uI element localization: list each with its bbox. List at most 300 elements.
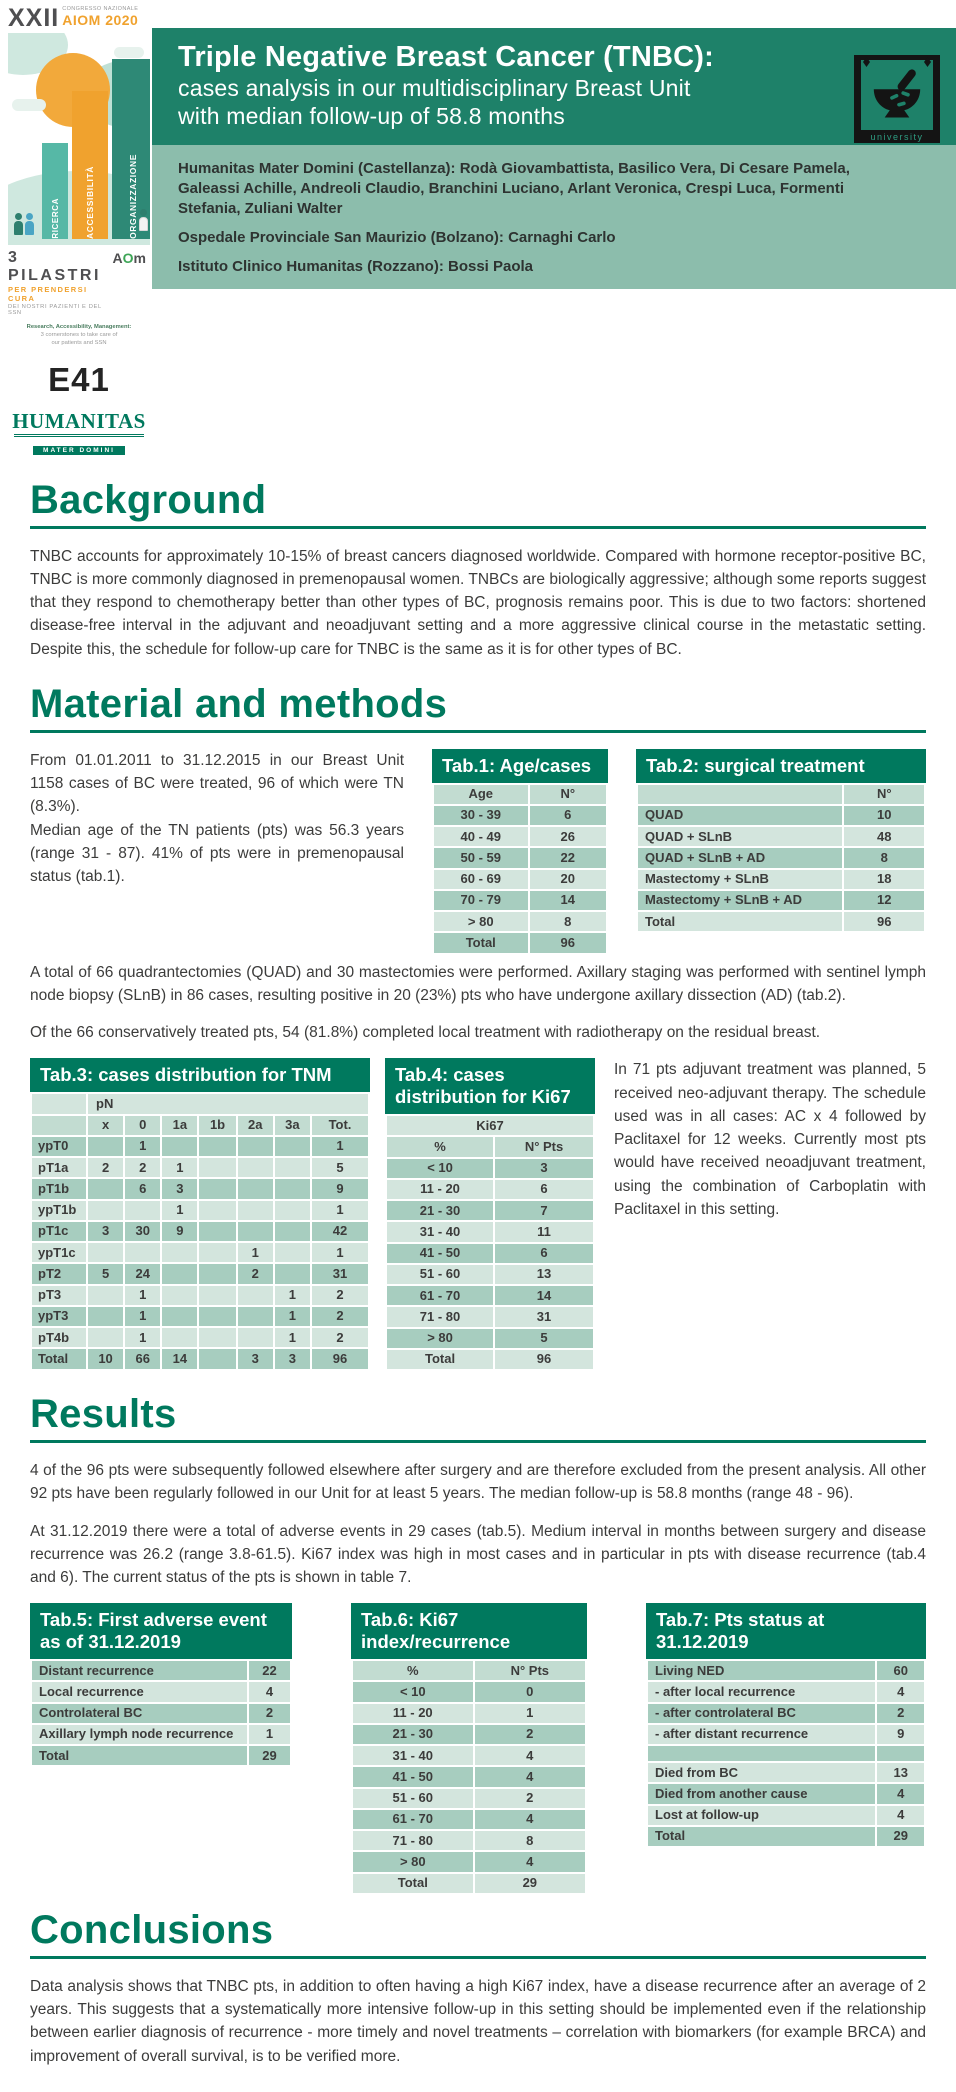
table-cell: > 80 (353, 1852, 473, 1871)
table-cell: 6 (125, 1179, 160, 1198)
table-cell: 61 - 70 (353, 1810, 473, 1829)
table-cell: 11 - 20 (353, 1704, 473, 1723)
table-cell (88, 1307, 123, 1326)
tab2-title: Tab.2: surgical treatment (636, 749, 926, 783)
people-figures (25, 213, 34, 235)
mortar-pestle-icon (868, 67, 926, 123)
table-cell: 8 (844, 848, 924, 867)
table-cell: Total (648, 1827, 875, 1846)
table-cell (238, 1286, 273, 1305)
table-cell: 3 (88, 1222, 123, 1241)
table-cell (199, 1328, 235, 1347)
table-cell: 29 (249, 1746, 290, 1765)
table-cell (162, 1286, 197, 1305)
table-cell: 24 (125, 1264, 160, 1283)
pillars-title: 3 PILASTRI (8, 249, 101, 284)
table-row (353, 1789, 585, 1808)
tab5-title: Tab.5: First adverse event as of 31.12.2019 (30, 1603, 292, 1659)
table-cell: 1 (312, 1243, 368, 1262)
table-cell: 1 (249, 1725, 290, 1744)
footnote-line: our patients and SSN (51, 339, 107, 346)
table-header-cell: 2a (238, 1116, 273, 1135)
table-cell: 3 (162, 1179, 197, 1198)
table-cell: 1 (125, 1328, 160, 1347)
table-cell: Controlateral BC (32, 1704, 247, 1723)
table-cell (125, 1201, 160, 1220)
table-cell: 2 (88, 1158, 123, 1177)
table-cell (199, 1286, 235, 1305)
table-header-cell: 3a (275, 1116, 310, 1135)
table-cell: 1 (125, 1286, 160, 1305)
table-cell: 5 (312, 1158, 368, 1177)
table-cell: Mastectomy + SLnB (638, 870, 842, 889)
table-cell: 60 - 69 (434, 870, 528, 889)
table-row (648, 1806, 924, 1825)
table-header-cell: N° Pts (495, 1137, 593, 1156)
table-row (648, 1827, 924, 1846)
table-cell: 41 - 50 (387, 1244, 493, 1263)
table-cell (199, 1222, 235, 1241)
table-cell: > 80 (434, 912, 528, 931)
table-cell: 1 (162, 1158, 197, 1177)
pillar-label: ORGANIZZAZIONE (128, 154, 138, 239)
table-header-cell: 1b (199, 1116, 235, 1135)
table-cell: 9 (877, 1725, 924, 1744)
table-cell (199, 1243, 235, 1262)
tab1-table (432, 783, 608, 955)
table-cell: 2 (249, 1704, 290, 1723)
table-cell: 4 (877, 1806, 924, 1825)
table-cell: Total (638, 912, 842, 931)
table-cell: 71 - 80 (387, 1307, 493, 1326)
university-logo (854, 55, 940, 143)
table-cell: 7 (495, 1201, 593, 1220)
table-cell: 14 (530, 891, 607, 910)
table-cell: 31 - 40 (353, 1746, 473, 1765)
table-tab6 (351, 1603, 587, 1894)
table-cell: 20 (530, 870, 607, 889)
table-cell: 1 (475, 1704, 585, 1723)
table-cell: 8 (530, 912, 607, 931)
table-row (32, 1264, 368, 1283)
three-pillars-illustration (8, 33, 150, 245)
table-cell: 1 (312, 1137, 368, 1156)
title-banner (152, 28, 956, 145)
pillars-footnote (8, 324, 150, 347)
table-cell: 41 - 50 (353, 1767, 473, 1786)
cloud-shape (114, 47, 144, 58)
cloud-shape (12, 99, 46, 111)
table-cell: pT1a (32, 1158, 86, 1177)
table-cell: 61 - 70 (387, 1286, 493, 1305)
pillars-subtitle2: DEI NOSTRI PAZIENTI E DEL SSN (8, 304, 102, 317)
table-cell: 22 (249, 1661, 290, 1680)
table-cell: Total (32, 1349, 86, 1368)
methods-paragraph-1: From 01.01.2011 to 31.12.2015 in our Breast Unit 1158 cases of BC were treated, 96 of which were TN (8.3%). (30, 751, 404, 816)
affiliation-line: Humanitas Mater Domini (Castellanza): Rodà Giovambattista, Basilico Vera, Di Cesare Pamela, Galeassi Achille, Andreoli Claudio, Branchini Luciano, Arlant Veronica, Crespi Luca, Formenti Stefania, Zuliani Walter (178, 160, 850, 218)
table-cell: 2 (475, 1725, 585, 1744)
table-cell (275, 1137, 310, 1156)
table-row (32, 1661, 290, 1680)
university-label: university (870, 132, 924, 142)
table-cell: Lost at follow-up (648, 1806, 875, 1825)
table-cell: 3 (238, 1349, 273, 1368)
table-cell: 1 (238, 1243, 273, 1262)
tab3-table (30, 1092, 370, 1370)
table-row (638, 870, 924, 889)
table-row (638, 848, 924, 867)
table-cell: 96 (530, 933, 607, 952)
tab4-table (385, 1114, 595, 1371)
section-rule (30, 1440, 926, 1443)
table-row (32, 1179, 368, 1198)
table-cell (88, 1243, 123, 1262)
table-header-cell (32, 1116, 86, 1135)
tab3-title: Tab.3: cases distribution for TNM (30, 1058, 370, 1092)
table-cell (199, 1264, 235, 1283)
table-row (387, 1201, 593, 1220)
table-cell (275, 1201, 310, 1220)
table-cell: pT1c (32, 1222, 86, 1241)
table-cell: 8 (475, 1831, 585, 1850)
table-tab3 (30, 1058, 370, 1371)
table-cell: 2 (125, 1158, 160, 1177)
table-cell: 6 (495, 1244, 593, 1263)
table-header-row (32, 1116, 368, 1135)
table-cell: 30 (125, 1222, 160, 1241)
table-row (638, 891, 924, 910)
table-row (387, 1350, 593, 1369)
table-row (387, 1286, 593, 1305)
table-cell: Local recurrence (32, 1682, 247, 1701)
table-cell: 2 (238, 1264, 273, 1283)
table-row (353, 1874, 585, 1893)
table-tab4 (385, 1058, 595, 1371)
table-header-row (353, 1661, 585, 1680)
table-cell: 2 (475, 1789, 585, 1808)
table-cell: 22 (530, 848, 607, 867)
conclusions-text: Data analysis shows that TNBC pts, in addition to often having a high Ki67 index, have a disease recurrence after an average of 2 years. This suggests that a systematically more intensive follow-up in this setting should be implemented even if the relationship between earlier diagnosis of recurrence - more timely and novel treatments – correlation with biomarkers (for example BRCA) and improvement of overall survival, is to be verified more. (30, 1977, 926, 2065)
table-cell: 13 (495, 1265, 593, 1284)
table-header-cell (638, 785, 842, 804)
table-cell: ypT1c (32, 1243, 86, 1262)
table-row (32, 1307, 368, 1326)
table-cell: 4 (475, 1852, 585, 1871)
affiliations-block (152, 145, 956, 289)
table-cell: 42 (312, 1222, 368, 1241)
table-cell: pT3 (32, 1286, 86, 1305)
table-cell: pT4b (32, 1328, 86, 1347)
table-cell: 1 (125, 1137, 160, 1156)
table-cell: 9 (312, 1179, 368, 1198)
table-row (32, 1201, 368, 1220)
table-header-cell: N° (844, 785, 924, 804)
table-cell: 40 - 49 (434, 827, 528, 846)
table-cell (125, 1243, 160, 1262)
table-cell: 29 (877, 1827, 924, 1846)
table-cell: 5 (495, 1329, 593, 1348)
table-cell: 18 (844, 870, 924, 889)
aiom-mini-logo: AOm (112, 250, 146, 266)
table-cell (238, 1328, 273, 1347)
table-row (353, 1852, 585, 1871)
footnote-line: 3 cornerstones to take care of (40, 332, 118, 338)
table-row (353, 1810, 585, 1829)
table-row (434, 891, 606, 910)
table-cell: 1 (275, 1307, 310, 1326)
table-cell: QUAD (638, 806, 842, 825)
adjuvant-text: In 71 pts adjuvant treatment was planned, 5 received neo-adjuvant therapy. The schedule used was in all cases: AC x 4 followed by Paclitaxel for 12 weeks. Currently most pts would have received neoadjuvant treatment, using the combination of Carboplatin with Paclitaxel in this setting. (614, 1061, 926, 1218)
tab7-title: Tab.7: Pts status at 31.12.2019 (646, 1603, 926, 1659)
table-cell (162, 1264, 197, 1283)
pillar-label: ACCESSIBILITÀ (85, 166, 95, 239)
diamond-icon (863, 57, 870, 67)
table-row (434, 870, 606, 889)
table-row (353, 1746, 585, 1765)
methods-paragraph-2: Median age of the TN patients (pts) was 56.3 years (range 31 - 87). 41% of pts were in premenopausal status (tab.1). (30, 821, 404, 886)
table-row (434, 848, 606, 867)
table-cell: Total (387, 1350, 493, 1369)
table-cell: Living NED (648, 1661, 875, 1680)
table-row (32, 1286, 368, 1305)
table-row (648, 1682, 924, 1701)
table-tab7 (646, 1603, 926, 1894)
aiom-2020-label: AIOM 2020 (62, 11, 139, 28)
table-cell: 50 - 59 (434, 848, 528, 867)
table-cell: 11 - 20 (387, 1180, 493, 1199)
table-row (387, 1329, 593, 1348)
table-cell: 12 (844, 891, 924, 910)
table-cell: 10 (88, 1349, 123, 1368)
table-cell: 10 (844, 806, 924, 825)
table-header-cell: x (88, 1116, 123, 1135)
people-figures (139, 209, 148, 231)
tab5-table (30, 1659, 292, 1767)
table-cell: - after controlateral BC (648, 1704, 875, 1723)
table-cell: - after local recurrence (648, 1682, 875, 1701)
table-row (648, 1725, 924, 1744)
table-cell: 31 - 40 (387, 1222, 493, 1241)
table-header-row (638, 785, 924, 804)
tab1-title: Tab.1: Age/cases (432, 749, 608, 783)
table-cell (238, 1201, 273, 1220)
table-row (32, 1222, 368, 1241)
table-tab1 (432, 749, 608, 955)
table-cell: Died from another cause (648, 1784, 875, 1803)
table-header-cell: % (387, 1137, 493, 1156)
table-cell: 3 (275, 1349, 310, 1368)
table-cell: 4 (249, 1682, 290, 1701)
table-cell: Mastectomy + SLnB + AD (638, 891, 842, 910)
table-cell (238, 1137, 273, 1156)
table-cell (275, 1264, 310, 1283)
three-pillars-caption (8, 249, 150, 316)
table-cell (238, 1179, 273, 1198)
table-row (638, 827, 924, 846)
table-cell: 4 (475, 1810, 585, 1829)
table-cell: Total (32, 1746, 247, 1765)
table-row (353, 1831, 585, 1850)
pillar-bar-ricerca (42, 143, 68, 239)
table-cell: 2 (312, 1286, 368, 1305)
poster-subtitle-1: cases analysis in our multidisciplinary Breast Unit (178, 75, 691, 102)
table-cell: 1 (275, 1328, 310, 1347)
table-cell: 30 - 39 (434, 806, 528, 825)
pillar-bar-accessibilita (72, 91, 108, 239)
table-cell: Died from BC (648, 1763, 875, 1782)
table-row (638, 912, 924, 931)
table-header-cell: N° Pts (475, 1661, 585, 1680)
table-cell: 21 - 30 (387, 1201, 493, 1220)
table-cell (88, 1328, 123, 1347)
table-cell (877, 1746, 924, 1761)
table-cell: Distant recurrence (32, 1661, 247, 1680)
aiom-congress-logo (8, 6, 150, 31)
table-cell: ypT0 (32, 1137, 86, 1156)
table-header-row (434, 785, 606, 804)
table-cell: 14 (495, 1286, 593, 1305)
results-heading: Results (30, 1392, 177, 1437)
table-cell: pT1b (32, 1179, 86, 1198)
table-cell: 48 (844, 827, 924, 846)
table-cell: 9 (162, 1222, 197, 1241)
table-cell: 1 (125, 1307, 160, 1326)
table-row (353, 1682, 585, 1701)
table-cell: 14 (162, 1349, 197, 1368)
pillar-label: RICERCA (50, 198, 60, 239)
table-cell (648, 1746, 875, 1761)
results-paragraph-1: 4 of the 96 pts were subsequently followed elsewhere after surgery and are therefore excluded from the present analysis. All other 92 pts have been regularly followed in our Unit for at least 5 years. The median follow-up is 58.8 months (range 48 - 96). (30, 1462, 926, 1503)
table-cell: Total (434, 933, 528, 952)
table-cell: 1 (162, 1201, 197, 1220)
table-cell (275, 1243, 310, 1262)
table-header-row (387, 1137, 593, 1156)
table-cell: 0 (475, 1682, 585, 1701)
table-tab5 (30, 1603, 292, 1894)
table-cell: 71 - 80 (353, 1831, 473, 1850)
background-heading: Background (30, 477, 267, 522)
table-row (387, 1307, 593, 1326)
table-cell (275, 1179, 310, 1198)
table-cell: pT2 (32, 1264, 86, 1283)
table-row (32, 1682, 290, 1701)
poster-subtitle-2: with median follow-up of 58.8 months (178, 103, 565, 130)
table-row (434, 827, 606, 846)
table-row (387, 1244, 593, 1263)
table-cell (88, 1137, 123, 1156)
table-row (648, 1746, 924, 1761)
affiliation-line: Ospedale Provinciale San Maurizio (Bolzano): Carnaghi Carlo (178, 228, 616, 246)
table-cell: 51 - 60 (353, 1789, 473, 1808)
table-cell: 66 (125, 1349, 160, 1368)
table-cell: 70 - 79 (434, 891, 528, 910)
table-cell: 2 (877, 1704, 924, 1723)
table-cell: 1 (275, 1286, 310, 1305)
table-cell: 96 (495, 1350, 593, 1369)
methods-after-tables-1: A total of 66 quadrantectomies (QUAD) and 30 mastectomies were performed. Axillary staging was performed with sentinel lymph node biopsy (SLnB) in 86 cases, resulting positive in 20 (23%) pts who have undergone axillary dissection (AD) (tab.2). (30, 963, 926, 1004)
table-cell (162, 1243, 197, 1262)
table-header-cell: Age (434, 785, 528, 804)
table-row (32, 1746, 290, 1765)
table-cell (199, 1201, 235, 1220)
table-cell (238, 1222, 273, 1241)
table-cell: 51 - 60 (387, 1265, 493, 1284)
affiliation-line: Istituto Clinico Humanitas (Rozzano): Bossi Paola (178, 257, 534, 275)
table-cell: 13 (877, 1763, 924, 1782)
table-cell: QUAD + SLnB (638, 827, 842, 846)
table-tab2 (636, 749, 926, 955)
table-row (648, 1661, 924, 1680)
section-rule (30, 526, 926, 529)
table-cell: 11 (495, 1222, 593, 1241)
diamond-icon (924, 57, 931, 67)
table-cell: 60 (877, 1661, 924, 1680)
table-cell: 4 (475, 1746, 585, 1765)
poster-code: E41 (48, 360, 110, 398)
table-cell: 31 (495, 1307, 593, 1326)
table-cell: 4 (877, 1784, 924, 1803)
table-row (32, 1349, 368, 1368)
table-cell: 2 (312, 1328, 368, 1347)
table-cell (162, 1307, 197, 1326)
sidebar (0, 0, 152, 457)
table-row (648, 1704, 924, 1723)
table-cell (199, 1137, 235, 1156)
table-cell: Axillary lymph node recurrence (32, 1725, 247, 1744)
background-text: TNBC accounts for approximately 10-15% of breast cancers diagnosed worldwide. Compared with hormone receptor-positive BC, TNBC is more commonly diagnosed in premenopausal women. TNBCs are biologically aggressive; although some reports suggest that they respond to chemotherapy better than other types of BC, prognosis remains poor. This is due to two factors: shortened disease-free interval in the adjuvant and neoadjuvant setting and a more aggressive clinical course in the metastatic setting. Despite this, the schedule for follow-up care for TNBC is the same as it is for other types of BC. (30, 547, 926, 658)
table-row (32, 1725, 290, 1744)
tab6-table (351, 1659, 587, 1895)
table-cell: 96 (312, 1349, 368, 1368)
table-row (387, 1265, 593, 1284)
tab6-title: Tab.6: Ki67 index/recurrence (351, 1603, 587, 1659)
table-cell (88, 1286, 123, 1305)
tab7-table (646, 1659, 926, 1848)
pillars-subtitle: PER PRENDERSI CURA (8, 285, 88, 304)
table-cell: < 10 (353, 1682, 473, 1701)
conclusions-heading: Conclusions (30, 1907, 274, 1952)
methods-heading: Material and methods (30, 681, 448, 726)
tab2-table (636, 783, 926, 934)
table-row (32, 1137, 368, 1156)
table-row (648, 1784, 924, 1803)
table-cell: ypT3 (32, 1307, 86, 1326)
results-paragraph-2: At 31.12.2019 there were a total of adverse events in 29 cases (tab.5). Medium interval in months between surgery and disease recurrence was 26.2 (range 3.8-61.5). Ki67 index was high in most cases and in particular in pts with disease recurrence (tab.4 and 6). The current status of the pts is shown in table 7. (30, 1522, 926, 1587)
table-cell: 31 (312, 1264, 368, 1283)
table-cell (199, 1158, 235, 1177)
table-cell: 29 (475, 1874, 585, 1893)
table-group-row: pN (32, 1094, 368, 1113)
table-cell (275, 1158, 310, 1177)
table-cell: 6 (495, 1180, 593, 1199)
table-cell: - after distant recurrence (648, 1725, 875, 1744)
table-cell: 3 (495, 1159, 593, 1178)
congress-numeral: XXII (8, 4, 60, 32)
people-figures (14, 213, 23, 235)
table-cell: 26 (530, 827, 607, 846)
table-header-cell: N° (530, 785, 607, 804)
table-row (32, 1243, 368, 1262)
table-cell (162, 1328, 197, 1347)
table-row (353, 1725, 585, 1744)
table-row (434, 806, 606, 825)
table-row (387, 1159, 593, 1178)
table-cell: 21 - 30 (353, 1725, 473, 1744)
table-cell (162, 1137, 197, 1156)
footnote-line: Research, Accessibility, Management: (26, 324, 132, 331)
table-row (387, 1222, 593, 1241)
humanitas-logo (8, 408, 150, 457)
